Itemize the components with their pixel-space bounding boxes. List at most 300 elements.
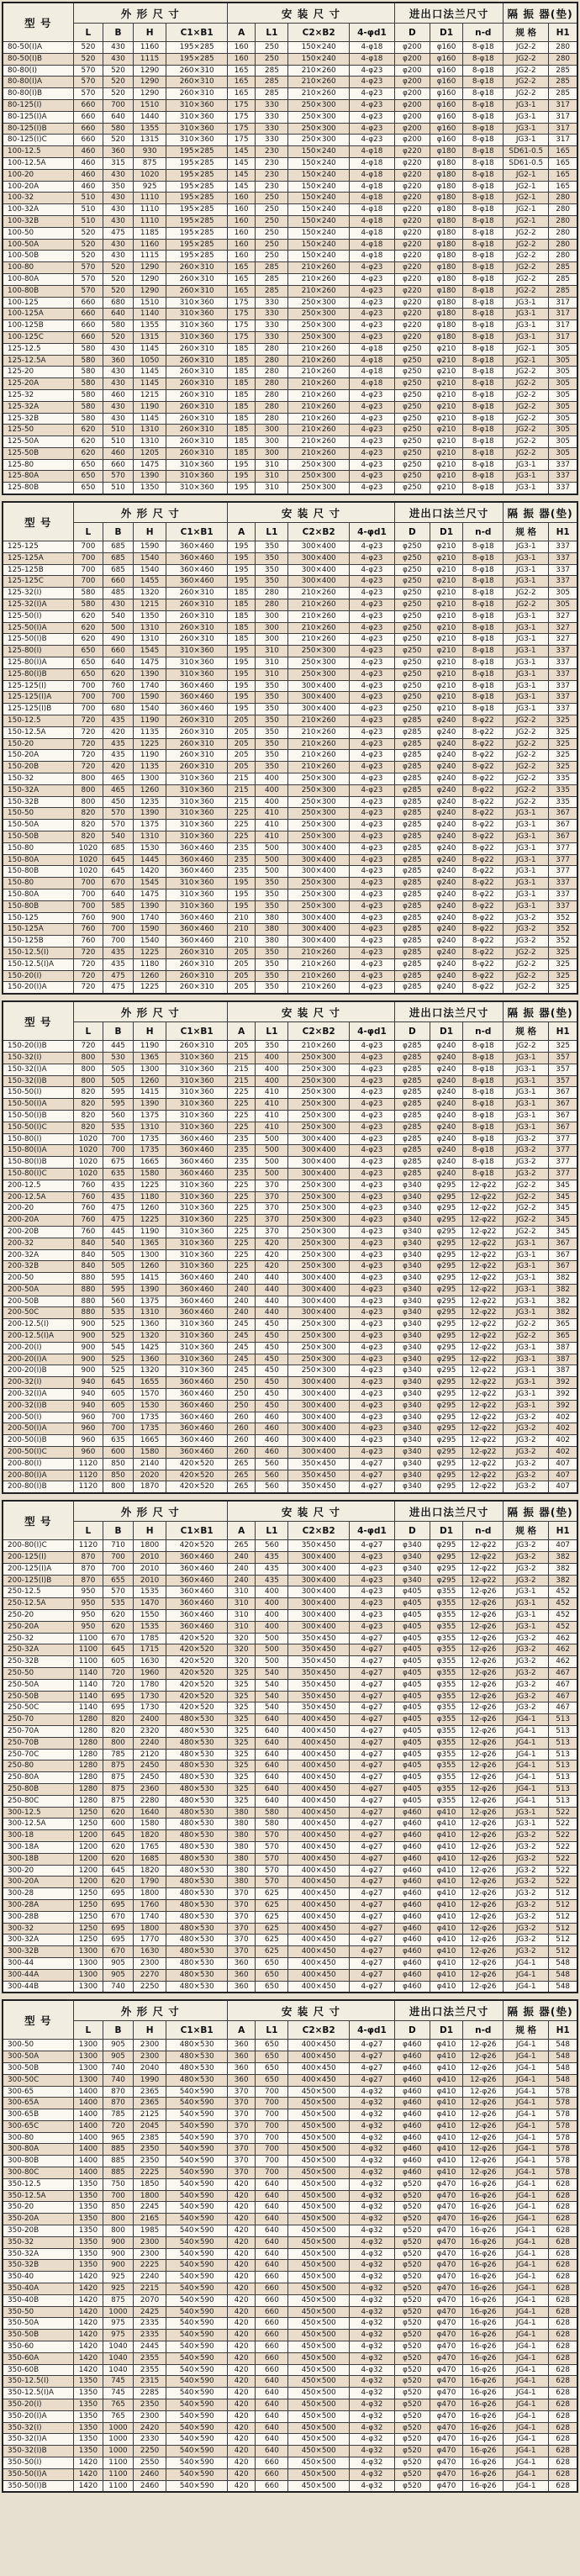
value-cell: 1760 [133, 1899, 166, 1911]
value-cell: φ355 [430, 1691, 463, 1702]
value-cell: 1290 [133, 285, 166, 297]
value-cell: 660 [256, 2480, 288, 2492]
value-cell: 367 [549, 1122, 577, 1133]
value-cell: 310 [256, 668, 288, 680]
value-cell: JG3-1 [504, 123, 549, 135]
value-cell: 8-φ18 [463, 704, 504, 715]
value-cell: 4-φ23 [349, 541, 394, 553]
value-cell: 8-φ18 [463, 413, 504, 425]
value-cell: 410 [256, 808, 288, 820]
value-cell: 12-φ26 [463, 1969, 504, 1981]
value-cell: φ470 [430, 2446, 463, 2457]
value-cell: 2225 [133, 2260, 166, 2272]
value-cell: JG4-1 [504, 1714, 549, 1726]
value-cell: φ240 [430, 750, 463, 762]
value-cell: 2280 [133, 1795, 166, 1807]
value-cell: 4-φ23 [349, 1435, 394, 1447]
value-cell: 1475 [133, 657, 166, 669]
value-cell: 210×260 [288, 726, 350, 738]
value-cell: 1250 [73, 1923, 103, 1935]
value-cell: JG2-1 [504, 193, 549, 204]
value-cell: 640 [256, 2399, 288, 2411]
table-row [3, 1633, 577, 1644]
value-cell: 628 [549, 2352, 577, 2364]
value-cell: 420 [227, 2364, 256, 2376]
value-cell: JG3-1 [504, 831, 549, 843]
value-cell: 310×360 [166, 471, 228, 483]
table-row [3, 227, 577, 239]
table-row [3, 1180, 577, 1191]
value-cell: 165 [227, 273, 256, 285]
value-cell: 210×260 [288, 389, 350, 401]
value-cell: 1145 [133, 367, 166, 378]
value-cell: 420×520 [166, 1702, 228, 1714]
value-cell: φ285 [394, 936, 430, 948]
value-cell: φ220 [394, 204, 430, 216]
value-cell: 700 [256, 2156, 288, 2167]
value-cell: 1470 [133, 1598, 166, 1610]
value-cell: 640 [256, 2248, 288, 2260]
value-cell: 4-φ23 [349, 622, 394, 634]
value-cell: 685 [103, 541, 134, 553]
value-cell: 16-φ26 [463, 2318, 504, 2330]
value-cell: 2070 [133, 2294, 166, 2306]
value-cell: 885 [103, 2156, 134, 2167]
value-cell: JG2-2 [504, 285, 549, 297]
model-cell: 150-12.5(I)A [3, 958, 73, 970]
value-cell: 280 [549, 53, 577, 65]
value-cell: 450×500 [288, 2352, 350, 2364]
spec-table-section-1 [2, 2, 578, 495]
value-cell: 4-φ27 [349, 1783, 394, 1795]
value-cell: JG4-1 [504, 2294, 549, 2306]
value-cell: 360×460 [166, 1168, 228, 1180]
value-cell: 260×310 [166, 610, 228, 622]
value-cell: 1225 [133, 738, 166, 750]
value-cell: 700 [103, 924, 134, 936]
model-cell: 80-125(I) [3, 99, 73, 111]
value-cell: 513 [549, 1737, 577, 1749]
value-cell: 260×310 [166, 378, 228, 390]
value-cell: 4-φ27 [349, 1540, 394, 1552]
value-cell: 1420 [73, 2318, 103, 2330]
value-cell: 377 [549, 1157, 577, 1169]
value-cell: φ355 [430, 1725, 463, 1737]
value-cell: JG4-1 [504, 2446, 549, 2457]
value-cell: 1145 [133, 413, 166, 425]
value-cell: 1800 [133, 1540, 166, 1552]
value-cell: 560 [256, 1481, 288, 1493]
value-cell: 520 [73, 42, 103, 54]
value-cell: 400×450 [288, 1760, 350, 1772]
value-cell: φ340 [394, 1458, 430, 1470]
value-cell: 1985 [133, 2225, 166, 2237]
value-cell: 360×460 [166, 1447, 228, 1459]
value-cell: 400×450 [288, 1935, 350, 1946]
value-cell: 195×285 [166, 204, 228, 216]
value-cell: φ250 [394, 564, 430, 576]
table-row [3, 1481, 577, 1493]
column-header-4-phi-d1: 4-φd1 [349, 24, 394, 42]
value-cell: 310 [227, 1586, 256, 1598]
model-cell: 150-20A [3, 750, 73, 762]
table-row [3, 2190, 577, 2202]
table-row [3, 1981, 577, 1993]
column-header-C2xB2: C2×B2 [288, 2021, 350, 2040]
value-cell: 420 [227, 2446, 256, 2457]
value-cell: φ295 [430, 1365, 463, 1377]
value-cell: 1740 [133, 912, 166, 924]
value-cell: 450×500 [288, 2283, 350, 2295]
value-cell: 800 [73, 1052, 103, 1064]
value-cell: 250×300 [288, 483, 350, 494]
value-cell: 12-φ26 [463, 1610, 504, 1622]
value-cell: 880 [73, 1296, 103, 1307]
value-cell: 265 [227, 1470, 256, 1481]
value-cell: φ355 [430, 1586, 463, 1598]
value-cell: φ340 [394, 1552, 430, 1564]
value-cell: 700 [103, 1552, 134, 1564]
value-cell: 540×590 [166, 2364, 228, 2376]
value-cell: 4-φ23 [349, 1447, 394, 1459]
value-cell: 345 [549, 1226, 577, 1238]
value-cell: 260×310 [166, 715, 228, 727]
value-cell: 12-φ26 [463, 2156, 504, 2167]
value-cell: 210×260 [288, 610, 350, 622]
table-row [3, 1841, 577, 1853]
value-cell: 4-φ23 [349, 1389, 394, 1401]
value-cell: 4-φ23 [349, 1552, 394, 1564]
value-cell: φ470 [430, 2352, 463, 2364]
value-cell: 407 [549, 1458, 577, 1470]
table-row [3, 1923, 577, 1935]
value-cell: 8-φ18 [463, 588, 504, 599]
value-cell: 12-φ22 [463, 1180, 504, 1191]
value-cell: 367 [549, 820, 577, 831]
value-cell: 12-φ22 [463, 1447, 504, 1459]
value-cell: 360 [227, 1957, 256, 1969]
value-cell: 370 [227, 2120, 256, 2132]
value-cell: 628 [549, 2422, 577, 2434]
value-cell: 1780 [133, 1679, 166, 1691]
value-cell: 250×300 [288, 889, 350, 900]
value-cell: φ240 [430, 924, 463, 936]
value-cell: 510 [73, 204, 103, 216]
value-cell: 660 [73, 297, 103, 309]
value-cell: 402 [549, 1423, 577, 1435]
value-cell: 450 [256, 1342, 288, 1354]
value-cell: 720 [73, 738, 103, 750]
value-cell: φ250 [394, 471, 430, 483]
value-cell: 1120 [73, 1481, 103, 1493]
model-cell: 100-20A [3, 181, 73, 193]
value-cell: φ220 [394, 146, 430, 158]
value-cell: φ405 [394, 1783, 430, 1795]
model-cell: 250-80C [3, 1795, 73, 1807]
value-cell: 800 [103, 2214, 134, 2225]
value-cell: 165 [549, 169, 577, 181]
table-row [3, 1749, 577, 1760]
value-cell: φ240 [430, 1122, 463, 1133]
value-cell: φ285 [394, 1122, 430, 1133]
model-cell: 125-125A [3, 552, 73, 564]
value-cell: 350 [256, 564, 288, 576]
model-cell: 150-125 [3, 912, 73, 924]
value-cell: 1115 [133, 251, 166, 262]
value-cell: 300×400 [288, 924, 350, 936]
column-header-D1: D1 [430, 523, 463, 541]
value-cell: 520 [103, 135, 134, 146]
column-header-D: D [394, 1522, 430, 1540]
value-cell: 625 [256, 1899, 288, 1911]
value-cell: 2125 [133, 2109, 166, 2121]
value-cell: 435 [103, 958, 134, 970]
value-cell: 600 [103, 1819, 134, 1830]
table-row [3, 111, 577, 123]
value-cell: φ295 [430, 1435, 463, 1447]
value-cell: 628 [549, 2330, 577, 2341]
value-cell: 370 [227, 1911, 256, 1923]
value-cell: φ220 [394, 193, 430, 204]
model-cell: 150-80A [3, 889, 73, 900]
value-cell: φ295 [430, 1238, 463, 1249]
value-cell: 360×460 [166, 1575, 228, 1586]
value-cell: 1785 [133, 1633, 166, 1644]
value-cell: 175 [227, 135, 256, 146]
value-cell: 420 [227, 2190, 256, 2202]
value-cell: φ200 [394, 111, 430, 123]
value-cell: φ520 [394, 2190, 430, 2202]
value-cell: φ250 [394, 668, 430, 680]
model-cell: 100-80 [3, 262, 73, 274]
value-cell: JG3-1 [504, 1307, 549, 1319]
value-cell: 540×590 [166, 2132, 228, 2144]
value-cell: 377 [549, 842, 577, 854]
value-cell: 420×520 [166, 1644, 228, 1656]
model-cell: 300-32A [3, 1935, 73, 1946]
value-cell: φ250 [394, 680, 430, 692]
column-header-B: B [103, 2021, 134, 2040]
value-cell: 520 [103, 262, 134, 274]
value-cell: 720 [73, 970, 103, 982]
value-cell: 2365 [133, 2098, 166, 2109]
table-row [3, 2410, 577, 2422]
value-cell: φ410 [430, 1911, 463, 1923]
value-cell: 1000 [103, 2446, 134, 2457]
value-cell: JG3-2 [504, 1830, 549, 1842]
value-cell: 12-φ22 [463, 1575, 504, 1586]
value-cell: 370 [227, 2132, 256, 2144]
value-cell: 16-φ26 [463, 2272, 504, 2283]
value-cell: φ340 [394, 1377, 430, 1389]
value-cell: 210×260 [288, 88, 350, 100]
value-cell: 420 [227, 2388, 256, 2399]
value-cell: 350 [256, 750, 288, 762]
value-cell: 4-φ23 [349, 1087, 394, 1099]
value-cell: 250×300 [288, 123, 350, 135]
value-cell: 8-φ22 [463, 726, 504, 738]
value-cell: JG4-1 [504, 2062, 549, 2074]
value-cell: 580 [256, 1807, 288, 1819]
value-cell: 700 [73, 680, 103, 692]
value-cell: 1375 [133, 1110, 166, 1122]
value-cell: 4-φ23 [349, 715, 394, 727]
value-cell: JG3-2 [504, 1447, 549, 1459]
value-cell: JG3-2 [504, 1145, 549, 1157]
value-cell: 325 [549, 982, 577, 994]
value-cell: 310×360 [166, 123, 228, 135]
value-cell: 12-φ26 [463, 1714, 504, 1726]
value-cell: 4-φ27 [349, 1481, 394, 1493]
value-cell: 1040 [103, 2352, 134, 2364]
value-cell: φ210 [430, 680, 463, 692]
value-cell: 175 [227, 99, 256, 111]
value-cell: 225 [227, 1226, 256, 1238]
value-cell: 420 [227, 2236, 256, 2248]
value-cell: 700 [73, 564, 103, 576]
value-cell: 885 [103, 2144, 134, 2156]
value-cell: 540×590 [166, 2434, 228, 2446]
value-cell: 1300 [133, 1064, 166, 1075]
value-cell: φ250 [394, 355, 430, 367]
model-cell: 350-50(I)B [3, 2480, 73, 2492]
value-cell: 310 [256, 657, 288, 669]
table-row [3, 2330, 577, 2341]
value-cell: 225 [227, 820, 256, 831]
value-cell: φ240 [430, 738, 463, 750]
value-cell: 2010 [133, 1552, 166, 1564]
value-cell: φ295 [430, 1377, 463, 1389]
model-cell: 200-125(I)B [3, 1575, 73, 1586]
value-cell: JG3-2 [504, 1575, 549, 1586]
value-cell: φ210 [430, 599, 463, 611]
value-cell: 450 [256, 1400, 288, 1412]
value-cell: 8-φ18 [463, 42, 504, 54]
value-cell: 700 [256, 2132, 288, 2144]
value-cell: 660 [256, 2330, 288, 2341]
value-cell: 400 [256, 1621, 288, 1633]
value-cell: 4-φ32 [349, 2214, 394, 2225]
value-cell: 4-φ27 [349, 1807, 394, 1819]
value-cell: 1200 [73, 1877, 103, 1888]
value-cell: 360×460 [166, 1377, 228, 1389]
value-cell: 240 [227, 1575, 256, 1586]
table-row [3, 947, 577, 958]
value-cell: 12-φ26 [463, 2051, 504, 2063]
value-cell: 660 [256, 2306, 288, 2318]
value-cell: 640 [256, 2236, 288, 2248]
value-cell: 12-φ26 [463, 1702, 504, 1714]
value-cell: 400 [256, 784, 288, 796]
value-cell: 1250 [73, 1819, 103, 1830]
value-cell: 300 [256, 610, 288, 622]
value-cell: 500 [256, 1145, 288, 1157]
table-row [3, 1668, 577, 1680]
value-cell: 1100 [73, 1656, 103, 1668]
value-cell: 12-φ26 [463, 1772, 504, 1784]
value-cell: φ405 [394, 1737, 430, 1749]
value-cell: 250 [256, 53, 288, 65]
value-cell: 360×460 [166, 1435, 228, 1447]
value-cell: 310×360 [166, 1122, 228, 1133]
value-cell: 1190 [133, 401, 166, 413]
value-cell: 570 [73, 273, 103, 285]
value-cell: 900 [103, 2236, 134, 2248]
value-cell: 4-φ27 [349, 1841, 394, 1853]
value-cell: JG2-2 [504, 958, 549, 970]
value-cell: 540×590 [166, 2422, 228, 2434]
value-cell: 950 [73, 1598, 103, 1610]
value-cell: 480×530 [166, 1841, 228, 1853]
value-cell: φ520 [394, 2434, 430, 2446]
value-cell: φ520 [394, 2225, 430, 2237]
value-cell: 4-φ23 [349, 982, 394, 994]
value-cell: 1440 [133, 111, 166, 123]
value-cell: 400×450 [288, 1830, 350, 1842]
value-cell: 8-φ18 [463, 576, 504, 588]
model-cell: 125-50A [3, 436, 73, 448]
value-cell: 325 [227, 1691, 256, 1702]
value-cell: 540×590 [166, 2156, 228, 2167]
model-cell: 200-12.5(I) [3, 1319, 73, 1331]
model-cell: 350-32(I)A [3, 2434, 73, 2446]
value-cell: φ220 [394, 239, 430, 251]
value-cell: 548 [549, 2051, 577, 2063]
table-row [3, 2040, 577, 2051]
table-row [3, 552, 577, 564]
value-cell: 620 [73, 436, 103, 448]
value-cell: 160 [227, 42, 256, 54]
value-cell: 540×590 [166, 2086, 228, 2098]
value-cell: 513 [549, 1783, 577, 1795]
model-cell: 150-12.5A [3, 726, 73, 738]
value-cell: JG3-2 [504, 1702, 549, 1714]
value-cell: 410 [256, 1087, 288, 1099]
value-cell: φ250 [394, 610, 430, 622]
value-cell: JG2-2 [504, 425, 549, 436]
value-cell: 1350 [73, 2248, 103, 2260]
model-cell: 150-32 [3, 773, 73, 785]
table-row [3, 842, 577, 854]
value-cell: 4-φ23 [349, 88, 394, 100]
value-cell: 2360 [133, 1783, 166, 1795]
column-header-C2xB2: C2×B2 [288, 523, 350, 541]
model-cell: 125-12.5A [3, 355, 73, 367]
value-cell: 16-φ26 [463, 2388, 504, 2399]
value-cell: 250×300 [288, 831, 350, 843]
column-header-H: H [133, 1522, 166, 1540]
value-cell: 675 [103, 1157, 134, 1169]
value-cell: 377 [549, 854, 577, 866]
column-header-H1: H1 [549, 1022, 577, 1041]
value-cell: φ240 [430, 878, 463, 889]
value-cell: 1510 [133, 297, 166, 309]
value-cell: 382 [549, 1307, 577, 1319]
value-cell: JG3-2 [504, 1946, 549, 1958]
value-cell: JG3-1 [504, 1110, 549, 1122]
value-cell: 540×590 [166, 2376, 228, 2388]
column-header-model: 型 号 [3, 1001, 73, 1041]
value-cell: 4-φ32 [349, 2457, 394, 2469]
table-row [3, 1331, 577, 1343]
value-cell: 210 [227, 924, 256, 936]
column-header-4-phi-d1: 4-φd1 [349, 2021, 394, 2040]
value-cell: 1355 [133, 320, 166, 332]
value-cell: 195×285 [166, 146, 228, 158]
value-cell: 8-φ18 [463, 309, 504, 320]
value-cell: JG4-1 [504, 2434, 549, 2446]
value-cell: φ355 [430, 1621, 463, 1633]
